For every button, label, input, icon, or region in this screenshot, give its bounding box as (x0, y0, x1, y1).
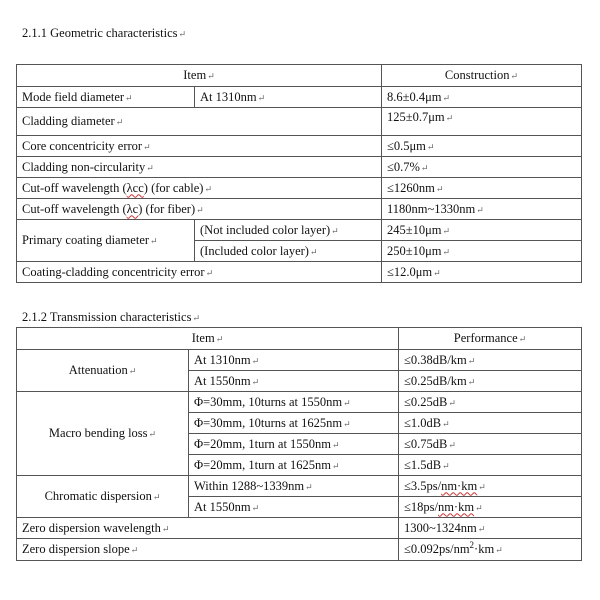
zero-dispersion-slope-value: $\le 0.092ps/nm^2\cdot km↵$ (399, 539, 582, 561)
cladding-noncircularity-label: Cladding non-circularity↵ (17, 157, 382, 178)
cladding-diameter-value: 125±0.7μm↵ (382, 108, 582, 136)
table-row (17, 87, 582, 108)
chromatic-dispersion-label: Chromatic dispersion↵ (17, 476, 189, 518)
table-row (17, 539, 582, 561)
primary-coating-value-2: 250±10μm↵ (382, 241, 582, 262)
macro-condition-2: Φ=30mm, 10turns at 1625nm↵ (189, 413, 399, 434)
mode-field-diameter-label: Mode field diameter↵ (17, 87, 195, 108)
transmission-table (16, 327, 582, 561)
coating-concentricity-label: Coating-cladding concentricity error↵ (17, 262, 382, 283)
macro-condition-4: Φ=20mm, 1turn at 1625nm↵ (189, 455, 399, 476)
attenuation-condition-1: At 1310nm↵ (189, 350, 399, 371)
table-row (17, 108, 582, 136)
macro-condition-3: Φ=20mm, 1turn at 1550nm↵ (189, 434, 399, 455)
attenuation-condition-2: At 1550nm↵ (189, 371, 399, 392)
macro-value-3: ≤0.75dB↵ (399, 434, 582, 455)
cutoff-cable-value: ≤1260nm↵ (382, 178, 582, 199)
core-concentricity-value: ≤0.5μm↵ (382, 136, 582, 157)
attenuation-value-1: ≤0.38dB/km↵ (399, 350, 582, 371)
table-row (17, 220, 582, 241)
cutoff-fiber-label: Cut-off wavelength (λc) (for fiber)↵ (17, 199, 382, 220)
attenuation-value-2: ≤0.25dB/km↵ (399, 371, 582, 392)
core-concentricity-label: Core concentricity error↵ (17, 136, 382, 157)
macro-bending-label: Macro bending loss↵ (17, 392, 189, 476)
cladding-noncircularity-value: ≤0.7%↵ (382, 157, 582, 178)
primary-coating-condition-1: (Not included color layer)↵ (195, 220, 382, 241)
cutoff-fiber-value: 1180nm~1330nm↵ (382, 199, 582, 220)
cutoff-cable-label: Cut-off wavelength (λcc) (for cable)↵ (17, 178, 382, 199)
chromatic-condition-2: At 1550nm↵ (189, 497, 399, 518)
header-item-cell: Item↵ (17, 65, 382, 87)
transmission-heading: 2.1.2 Transmission characteristics↵ (22, 310, 200, 324)
primary-coating-label: Primary coating diameter↵ (17, 220, 195, 262)
attenuation-label: Attenuation↵ (17, 350, 189, 392)
zero-dispersion-wavelength-value: 1300~1324nm↵ (399, 518, 582, 539)
chromatic-condition-1: Within 1288~1339nm↵ (189, 476, 399, 497)
table-header-row (17, 65, 582, 87)
cladding-diameter-label: Cladding diameter↵ (17, 108, 382, 136)
coating-concentricity-value: ≤12.0μm↵ (382, 262, 582, 283)
table-row (17, 518, 582, 539)
geometric-heading: 2.1.1 Geometric characteristics↵ (22, 26, 187, 40)
primary-coating-value-1: 245±10μm↵ (382, 220, 582, 241)
table-row (17, 136, 582, 157)
table-row (17, 178, 582, 199)
paragraph-mark-icon: ↵ (192, 313, 200, 323)
zero-dispersion-slope-label: Zero dispersion slope↵ (17, 539, 399, 561)
table-row (17, 392, 582, 413)
header-construction-cell: Construction↵ (382, 65, 582, 87)
macro-value-1: ≤0.25dB↵ (399, 392, 582, 413)
macro-value-4: ≤1.5dB↵ (399, 455, 582, 476)
table-row (17, 199, 582, 220)
macro-value-2: ≤1.0dB↵ (399, 413, 582, 434)
table-row (17, 262, 582, 283)
chromatic-value-1: ≤3.5ps/nm·km↵ (399, 476, 582, 497)
table-row (17, 476, 582, 497)
header-performance-cell: Performance↵ (399, 328, 582, 350)
zero-dispersion-wavelength-label: Zero dispersion wavelength↵ (17, 518, 399, 539)
paragraph-mark-icon: ↵ (178, 29, 187, 39)
chromatic-value-2: ≤18ps/nm·km↵ (399, 497, 582, 518)
table-row (17, 157, 582, 178)
header-item-cell: Item↵ (17, 328, 399, 350)
mode-field-value: 8.6±0.4μm↵ (382, 87, 582, 108)
table-row (17, 350, 582, 371)
mode-field-condition: At 1310nm↵ (195, 87, 382, 108)
primary-coating-condition-2: (Included color layer)↵ (195, 241, 382, 262)
geometric-table (16, 64, 582, 283)
table-header-row (17, 328, 582, 350)
macro-condition-1: Φ=30mm, 10turns at 1550nm↵ (189, 392, 399, 413)
